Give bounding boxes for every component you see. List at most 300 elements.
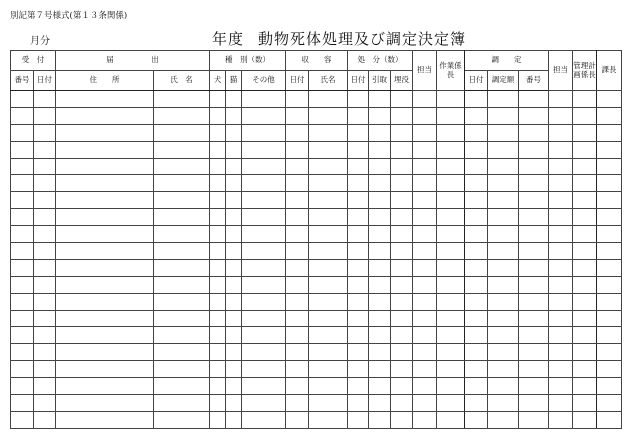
table-cell[interactable] — [11, 276, 34, 293]
table-cell[interactable] — [226, 378, 242, 395]
table-cell[interactable] — [309, 226, 348, 243]
table-cell[interactable] — [519, 107, 549, 124]
table-cell[interactable] — [437, 243, 465, 260]
table-cell[interactable] — [465, 395, 488, 412]
table-cell[interactable] — [413, 344, 437, 361]
table-cell[interactable] — [549, 158, 573, 175]
table-cell[interactable] — [210, 226, 226, 243]
table-cell[interactable] — [369, 226, 391, 243]
table-cell[interactable] — [413, 395, 437, 412]
table-cell[interactable] — [56, 276, 154, 293]
table-cell[interactable] — [56, 378, 154, 395]
table-cell[interactable] — [210, 141, 226, 158]
table-cell[interactable] — [210, 91, 226, 108]
table-cell[interactable] — [34, 209, 56, 226]
table-cell[interactable] — [154, 91, 210, 108]
table-cell[interactable] — [309, 327, 348, 344]
table-cell[interactable] — [437, 310, 465, 327]
table-cell[interactable] — [369, 411, 391, 428]
table-cell[interactable] — [413, 361, 437, 378]
table-cell[interactable] — [210, 344, 226, 361]
table-cell[interactable] — [56, 411, 154, 428]
table-cell[interactable] — [597, 276, 622, 293]
table-cell[interactable] — [348, 107, 369, 124]
table-cell[interactable] — [226, 209, 242, 226]
table-cell[interactable] — [348, 141, 369, 158]
table-cell[interactable] — [11, 141, 34, 158]
table-cell[interactable] — [242, 310, 286, 327]
table-cell[interactable] — [519, 361, 549, 378]
table-cell[interactable] — [348, 411, 369, 428]
table-cell[interactable] — [488, 226, 519, 243]
table-cell[interactable] — [226, 327, 242, 344]
table-cell[interactable] — [226, 158, 242, 175]
table-cell[interactable] — [413, 310, 437, 327]
table-cell[interactable] — [391, 276, 413, 293]
table-cell[interactable] — [56, 327, 154, 344]
table-cell[interactable] — [11, 327, 34, 344]
table-cell[interactable] — [437, 259, 465, 276]
table-cell[interactable] — [34, 276, 56, 293]
table-cell[interactable] — [309, 107, 348, 124]
table-cell[interactable] — [242, 107, 286, 124]
table-cell[interactable] — [413, 158, 437, 175]
table-cell[interactable] — [210, 209, 226, 226]
table-cell[interactable] — [519, 411, 549, 428]
table-cell[interactable] — [437, 124, 465, 141]
table-cell[interactable] — [11, 378, 34, 395]
table-cell[interactable] — [519, 175, 549, 192]
table-cell[interactable] — [286, 378, 309, 395]
table-cell[interactable] — [519, 209, 549, 226]
table-cell[interactable] — [242, 124, 286, 141]
table-cell[interactable] — [348, 361, 369, 378]
table-cell[interactable] — [369, 175, 391, 192]
table-cell[interactable] — [34, 91, 56, 108]
table-cell[interactable] — [465, 124, 488, 141]
table-cell[interactable] — [369, 91, 391, 108]
table-cell[interactable] — [348, 243, 369, 260]
table-cell[interactable] — [34, 226, 56, 243]
table-cell[interactable] — [437, 293, 465, 310]
table-cell[interactable] — [413, 91, 437, 108]
table-cell[interactable] — [488, 361, 519, 378]
table-cell[interactable] — [549, 226, 573, 243]
table-cell[interactable] — [369, 141, 391, 158]
table-cell[interactable] — [11, 91, 34, 108]
table-cell[interactable] — [226, 361, 242, 378]
table-cell[interactable] — [437, 209, 465, 226]
table-cell[interactable] — [348, 226, 369, 243]
table-cell[interactable] — [369, 344, 391, 361]
table-cell[interactable] — [573, 226, 597, 243]
table-cell[interactable] — [154, 276, 210, 293]
table-cell[interactable] — [549, 107, 573, 124]
table-cell[interactable] — [597, 378, 622, 395]
table-cell[interactable] — [226, 310, 242, 327]
table-cell[interactable] — [391, 378, 413, 395]
table-cell[interactable] — [597, 293, 622, 310]
table-cell[interactable] — [348, 378, 369, 395]
table-cell[interactable] — [11, 226, 34, 243]
table-cell[interactable] — [573, 395, 597, 412]
table-cell[interactable] — [413, 378, 437, 395]
table-cell[interactable] — [549, 293, 573, 310]
table-cell[interactable] — [597, 91, 622, 108]
table-cell[interactable] — [465, 259, 488, 276]
table-cell[interactable] — [154, 361, 210, 378]
table-cell[interactable] — [573, 124, 597, 141]
table-cell[interactable] — [242, 344, 286, 361]
table-cell[interactable] — [242, 175, 286, 192]
table-cell[interactable] — [210, 378, 226, 395]
table-cell[interactable] — [226, 124, 242, 141]
table-cell[interactable] — [549, 175, 573, 192]
table-cell[interactable] — [465, 378, 488, 395]
table-cell[interactable] — [573, 310, 597, 327]
table-cell[interactable] — [56, 344, 154, 361]
table-cell[interactable] — [369, 259, 391, 276]
table-cell[interactable] — [391, 361, 413, 378]
table-cell[interactable] — [242, 192, 286, 209]
table-cell[interactable] — [154, 141, 210, 158]
table-cell[interactable] — [465, 141, 488, 158]
table-cell[interactable] — [549, 243, 573, 260]
table-cell[interactable] — [348, 293, 369, 310]
table-cell[interactable] — [597, 158, 622, 175]
table-cell[interactable] — [369, 310, 391, 327]
table-cell[interactable] — [413, 107, 437, 124]
table-cell[interactable] — [549, 192, 573, 209]
table-cell[interactable] — [11, 158, 34, 175]
table-cell[interactable] — [573, 293, 597, 310]
table-cell[interactable] — [549, 395, 573, 412]
table-cell[interactable] — [437, 141, 465, 158]
table-cell[interactable] — [519, 327, 549, 344]
table-cell[interactable] — [597, 124, 622, 141]
table-cell[interactable] — [391, 411, 413, 428]
table-cell[interactable] — [210, 259, 226, 276]
table-cell[interactable] — [242, 293, 286, 310]
table-cell[interactable] — [309, 378, 348, 395]
table-cell[interactable] — [369, 158, 391, 175]
table-cell[interactable] — [348, 344, 369, 361]
table-cell[interactable] — [519, 141, 549, 158]
table-cell[interactable] — [519, 124, 549, 141]
table-cell[interactable] — [437, 276, 465, 293]
table-cell[interactable] — [488, 124, 519, 141]
table-cell[interactable] — [34, 361, 56, 378]
table-cell[interactable] — [413, 293, 437, 310]
table-cell[interactable] — [437, 378, 465, 395]
table-cell[interactable] — [488, 310, 519, 327]
table-cell[interactable] — [413, 209, 437, 226]
table-cell[interactable] — [286, 107, 309, 124]
table-cell[interactable] — [465, 158, 488, 175]
table-cell[interactable] — [286, 411, 309, 428]
table-cell[interactable] — [437, 344, 465, 361]
table-cell[interactable] — [549, 378, 573, 395]
table-cell[interactable] — [519, 395, 549, 412]
table-cell[interactable] — [465, 310, 488, 327]
table-cell[interactable] — [391, 226, 413, 243]
table-cell[interactable] — [519, 310, 549, 327]
table-cell[interactable] — [465, 344, 488, 361]
table-cell[interactable] — [519, 91, 549, 108]
table-cell[interactable] — [369, 327, 391, 344]
table-cell[interactable] — [597, 192, 622, 209]
table-cell[interactable] — [309, 293, 348, 310]
table-cell[interactable] — [573, 243, 597, 260]
table-cell[interactable] — [597, 107, 622, 124]
table-cell[interactable] — [309, 259, 348, 276]
table-cell[interactable] — [226, 411, 242, 428]
table-cell[interactable] — [210, 361, 226, 378]
table-cell[interactable] — [391, 158, 413, 175]
table-cell[interactable] — [348, 91, 369, 108]
table-cell[interactable] — [437, 158, 465, 175]
table-cell[interactable] — [154, 411, 210, 428]
table-cell[interactable] — [226, 259, 242, 276]
table-cell[interactable] — [11, 259, 34, 276]
table-cell[interactable] — [488, 192, 519, 209]
table-cell[interactable] — [549, 91, 573, 108]
table-cell[interactable] — [56, 175, 154, 192]
table-cell[interactable] — [573, 411, 597, 428]
table-cell[interactable] — [488, 293, 519, 310]
table-cell[interactable] — [226, 395, 242, 412]
table-cell[interactable] — [391, 141, 413, 158]
table-cell[interactable] — [413, 226, 437, 243]
table-cell[interactable] — [597, 361, 622, 378]
table-cell[interactable] — [437, 411, 465, 428]
table-cell[interactable] — [369, 124, 391, 141]
table-cell[interactable] — [11, 361, 34, 378]
table-cell[interactable] — [34, 344, 56, 361]
table-cell[interactable] — [154, 344, 210, 361]
table-cell[interactable] — [210, 124, 226, 141]
table-cell[interactable] — [573, 175, 597, 192]
table-cell[interactable] — [154, 192, 210, 209]
table-cell[interactable] — [391, 259, 413, 276]
table-cell[interactable] — [348, 175, 369, 192]
table-cell[interactable] — [242, 158, 286, 175]
table-cell[interactable] — [391, 327, 413, 344]
table-cell[interactable] — [348, 327, 369, 344]
table-cell[interactable] — [437, 192, 465, 209]
table-cell[interactable] — [437, 395, 465, 412]
table-cell[interactable] — [369, 361, 391, 378]
table-cell[interactable] — [519, 293, 549, 310]
table-cell[interactable] — [597, 344, 622, 361]
table-cell[interactable] — [34, 293, 56, 310]
table-cell[interactable] — [154, 175, 210, 192]
table-cell[interactable] — [573, 259, 597, 276]
table-cell[interactable] — [597, 395, 622, 412]
table-cell[interactable] — [391, 310, 413, 327]
table-cell[interactable] — [34, 175, 56, 192]
table-cell[interactable] — [413, 175, 437, 192]
table-cell[interactable] — [11, 310, 34, 327]
table-cell[interactable] — [11, 124, 34, 141]
table-cell[interactable] — [242, 411, 286, 428]
table-cell[interactable] — [56, 158, 154, 175]
table-cell[interactable] — [391, 124, 413, 141]
table-cell[interactable] — [437, 107, 465, 124]
table-cell[interactable] — [549, 344, 573, 361]
table-cell[interactable] — [154, 226, 210, 243]
table-cell[interactable] — [226, 107, 242, 124]
table-cell[interactable] — [210, 192, 226, 209]
table-cell[interactable] — [11, 209, 34, 226]
table-cell[interactable] — [573, 91, 597, 108]
table-cell[interactable] — [11, 344, 34, 361]
table-cell[interactable] — [413, 259, 437, 276]
table-cell[interactable] — [413, 327, 437, 344]
table-cell[interactable] — [465, 209, 488, 226]
table-cell[interactable] — [488, 327, 519, 344]
table-cell[interactable] — [549, 141, 573, 158]
table-cell[interactable] — [56, 361, 154, 378]
table-cell[interactable] — [226, 293, 242, 310]
table-cell[interactable] — [154, 259, 210, 276]
table-cell[interactable] — [597, 310, 622, 327]
table-cell[interactable] — [488, 175, 519, 192]
table-cell[interactable] — [154, 293, 210, 310]
table-cell[interactable] — [488, 141, 519, 158]
table-cell[interactable] — [369, 378, 391, 395]
table-cell[interactable] — [34, 158, 56, 175]
table-cell[interactable] — [549, 276, 573, 293]
table-cell[interactable] — [286, 395, 309, 412]
table-cell[interactable] — [437, 226, 465, 243]
table-cell[interactable] — [309, 344, 348, 361]
table-cell[interactable] — [465, 192, 488, 209]
table-cell[interactable] — [488, 411, 519, 428]
table-cell[interactable] — [210, 395, 226, 412]
table-cell[interactable] — [11, 243, 34, 260]
table-cell[interactable] — [286, 141, 309, 158]
table-cell[interactable] — [34, 378, 56, 395]
table-cell[interactable] — [413, 124, 437, 141]
table-cell[interactable] — [549, 310, 573, 327]
table-cell[interactable] — [34, 259, 56, 276]
table-cell[interactable] — [488, 107, 519, 124]
table-cell[interactable] — [286, 124, 309, 141]
table-cell[interactable] — [56, 192, 154, 209]
table-cell[interactable] — [465, 107, 488, 124]
table-cell[interactable] — [519, 378, 549, 395]
table-cell[interactable] — [519, 259, 549, 276]
table-cell[interactable] — [465, 243, 488, 260]
table-cell[interactable] — [34, 141, 56, 158]
table-cell[interactable] — [11, 175, 34, 192]
table-cell[interactable] — [56, 310, 154, 327]
table-cell[interactable] — [391, 293, 413, 310]
table-cell[interactable] — [549, 361, 573, 378]
table-cell[interactable] — [286, 310, 309, 327]
table-cell[interactable] — [286, 259, 309, 276]
table-cell[interactable] — [488, 243, 519, 260]
table-cell[interactable] — [226, 141, 242, 158]
table-cell[interactable] — [11, 293, 34, 310]
table-cell[interactable] — [11, 192, 34, 209]
table-cell[interactable] — [465, 91, 488, 108]
table-cell[interactable] — [413, 192, 437, 209]
table-cell[interactable] — [309, 243, 348, 260]
table-cell[interactable] — [437, 327, 465, 344]
table-cell[interactable] — [154, 124, 210, 141]
table-cell[interactable] — [413, 411, 437, 428]
table-cell[interactable] — [348, 276, 369, 293]
table-cell[interactable] — [210, 158, 226, 175]
table-cell[interactable] — [286, 361, 309, 378]
table-cell[interactable] — [309, 175, 348, 192]
table-cell[interactable] — [56, 209, 154, 226]
table-cell[interactable] — [369, 107, 391, 124]
table-cell[interactable] — [56, 124, 154, 141]
table-cell[interactable] — [34, 107, 56, 124]
table-cell[interactable] — [413, 243, 437, 260]
table-cell[interactable] — [56, 91, 154, 108]
table-cell[interactable] — [242, 276, 286, 293]
table-cell[interactable] — [34, 411, 56, 428]
table-cell[interactable] — [437, 91, 465, 108]
table-cell[interactable] — [573, 192, 597, 209]
table-cell[interactable] — [286, 91, 309, 108]
table-cell[interactable] — [413, 276, 437, 293]
table-cell[interactable] — [573, 361, 597, 378]
table-cell[interactable] — [488, 259, 519, 276]
table-cell[interactable] — [242, 243, 286, 260]
table-cell[interactable] — [573, 209, 597, 226]
table-cell[interactable] — [369, 395, 391, 412]
table-cell[interactable] — [154, 395, 210, 412]
table-cell[interactable] — [437, 175, 465, 192]
table-cell[interactable] — [573, 378, 597, 395]
table-cell[interactable] — [210, 276, 226, 293]
table-cell[interactable] — [309, 310, 348, 327]
table-cell[interactable] — [309, 209, 348, 226]
table-cell[interactable] — [549, 327, 573, 344]
table-cell[interactable] — [154, 378, 210, 395]
table-cell[interactable] — [488, 276, 519, 293]
table-cell[interactable] — [226, 344, 242, 361]
table-cell[interactable] — [210, 107, 226, 124]
table-cell[interactable] — [391, 395, 413, 412]
table-cell[interactable] — [210, 310, 226, 327]
table-cell[interactable] — [309, 192, 348, 209]
table-cell[interactable] — [488, 378, 519, 395]
table-cell[interactable] — [519, 276, 549, 293]
table-cell[interactable] — [369, 209, 391, 226]
table-cell[interactable] — [286, 327, 309, 344]
table-cell[interactable] — [465, 276, 488, 293]
table-cell[interactable] — [597, 259, 622, 276]
table-cell[interactable] — [597, 226, 622, 243]
table-cell[interactable] — [488, 91, 519, 108]
table-cell[interactable] — [242, 395, 286, 412]
table-cell[interactable] — [309, 361, 348, 378]
table-cell[interactable] — [369, 243, 391, 260]
table-cell[interactable] — [573, 107, 597, 124]
table-cell[interactable] — [465, 327, 488, 344]
table-cell[interactable] — [309, 276, 348, 293]
table-cell[interactable] — [549, 124, 573, 141]
table-cell[interactable] — [369, 192, 391, 209]
table-cell[interactable] — [391, 344, 413, 361]
table-cell[interactable] — [242, 141, 286, 158]
